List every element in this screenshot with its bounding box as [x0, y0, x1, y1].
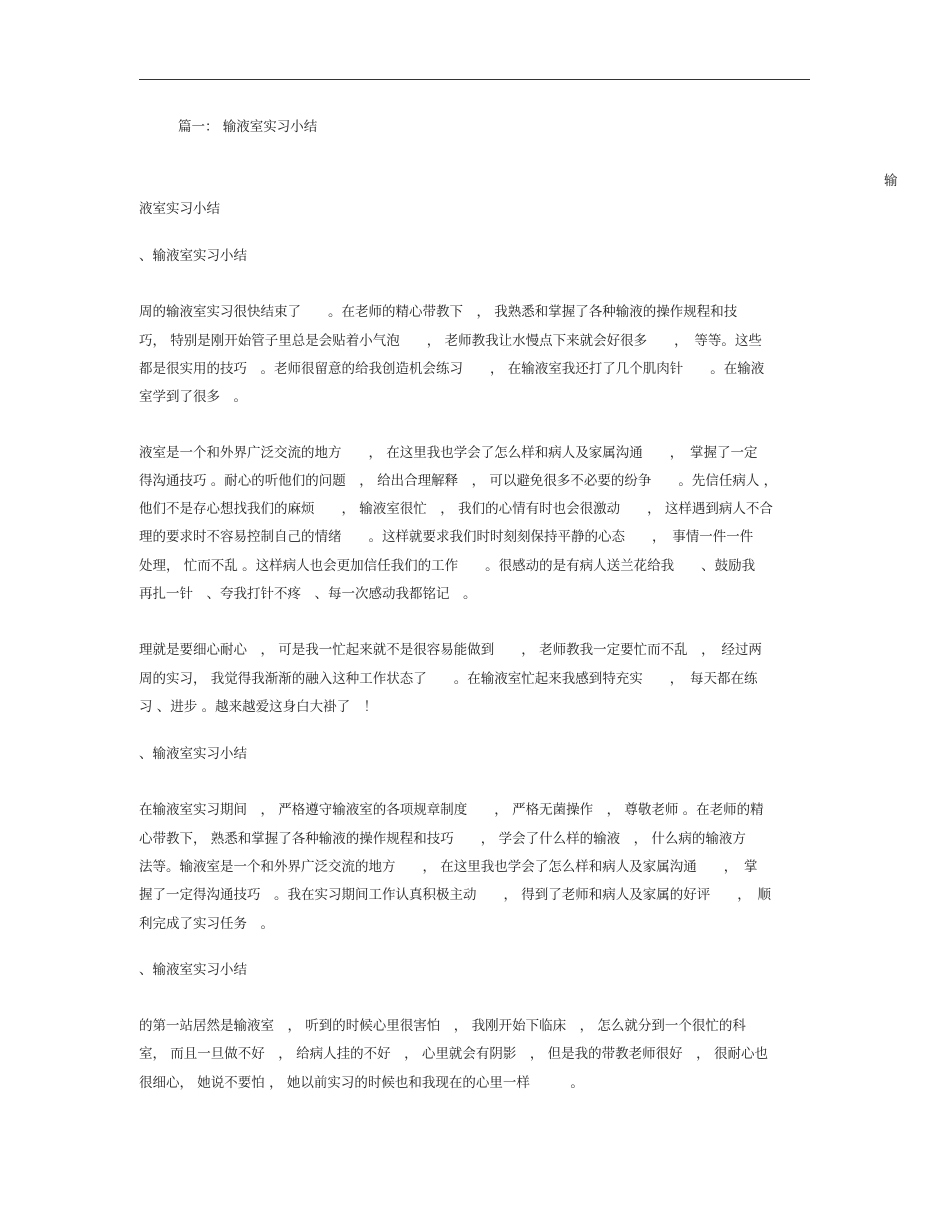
paragraph-line: 得沟通技巧 。耐心的听他们的问题 ， 给出合理解释 ， 可以避免很多不必要的纷争 。先信任病人 ， [139, 473, 778, 489]
paragraph-line: 握了一定得沟通技巧 。我在实习期间工作认真积极主动 ， 得到了老师和病人及家属的好评 ， 顺 [139, 887, 772, 903]
paragraph-line: 周的实习， 我觉得我渐渐的融入这种工作状态了 。在输液室忙起来我感到特充实 ， 每天都在练 [139, 671, 758, 687]
paragraph-line: 理的要求时不容易控制自己的情绪 。这样就要求我们时时刻刻保持平静的心态 ， 事情一件一件 [139, 529, 754, 545]
header-rule [139, 79, 810, 80]
paragraph-line: 周的输液室实习很快结束了 。在老师的精心带教下 ， 我熟悉和掌握了各种输液的操作规程和技 [139, 304, 738, 320]
paragraph-line: 理就是要细心耐心 ， 可是我一忙起来就不是很容易能做到 ， 老师教我一定要忙而不乱 ， 经过两 [139, 642, 762, 658]
section-heading: 、输液室实习小结 [139, 746, 247, 762]
paragraph-line: 法等。输液室是一个和外界广泛交流的地方 ， 在这里我也学会了怎么样和病人及家属沟通 ， 掌 [139, 859, 758, 875]
paragraph-line: 很细心， 她说不要怕 ， 她以前实习的时候也和我现在的心里一样 。 [139, 1075, 584, 1091]
paragraph-line: 在输液室实习期间 ， 严格遵守输液室的各项规章制度 ， 严格无菌操作 ， 尊敬老师 。在老师的精 [139, 802, 764, 818]
paragraph-line: 巧， 特别是刚开始管子里总是会贴着小气泡 ， 老师教我让水慢点下来就会好很多 ， 等等。这些 [139, 333, 762, 349]
paragraph-line: 利完成了实习任务 。 [139, 916, 274, 932]
paragraph-line: 都是很实用的技巧 。老师很留意的给我创造机会练习 ， 在输液室我还打了几个肌肉针 。在输液 [139, 361, 765, 377]
section-heading: 液室实习小结 [139, 201, 220, 217]
section-heading: 、输液室实习小结 [139, 248, 247, 264]
section-heading: 、输液室实习小结 [139, 962, 247, 978]
paragraph-line: 再扎一针 、夸我打针不疼 、每一次感动我都铭记 。 [139, 586, 477, 602]
paragraph-line: 的第一站居然是输液室 ， 听到的时候心里很害怕 ， 我刚开始下临床 ， 怎么就分到一个很忙的科 [139, 1018, 746, 1034]
paragraph-line: 室， 而且一旦做不好 ， 给病人挂的不好 ， 心里就会有阴影 ， 但是我的带教老师很好 ， 很耐心也 [139, 1046, 768, 1062]
paragraph-line: 心带教下， 熟悉和掌握了各种输液的操作规程和技巧 ， 学会了什么样的输液 ， 什么病的输液方 [139, 831, 746, 847]
paragraph-line: 室学到了很多 。 [139, 389, 247, 405]
paragraph-line: 处理， 忙而不乱 。这样病人也会更加信任我们的工作 。很感动的是有病人送兰花给我 、鼓励我 [139, 558, 756, 574]
document-title: 篇一： 输液室实习小结 [178, 119, 318, 135]
margin-character: 输 [884, 173, 898, 189]
paragraph-line: 液室是一个和外界广泛交流的地方 ， 在这里我也学会了怎么样和病人及家属沟通 ， 掌握了一定 [139, 445, 758, 461]
paragraph-line: 习 、进步 。越来越爱这身白大褂了 ！ [139, 699, 378, 715]
paragraph-line: 他们不是存心想找我们的麻烦 ， 输液室很忙 ， 我们的心情有时也会很激动 ， 这样遇到病人不合 [139, 501, 773, 517]
